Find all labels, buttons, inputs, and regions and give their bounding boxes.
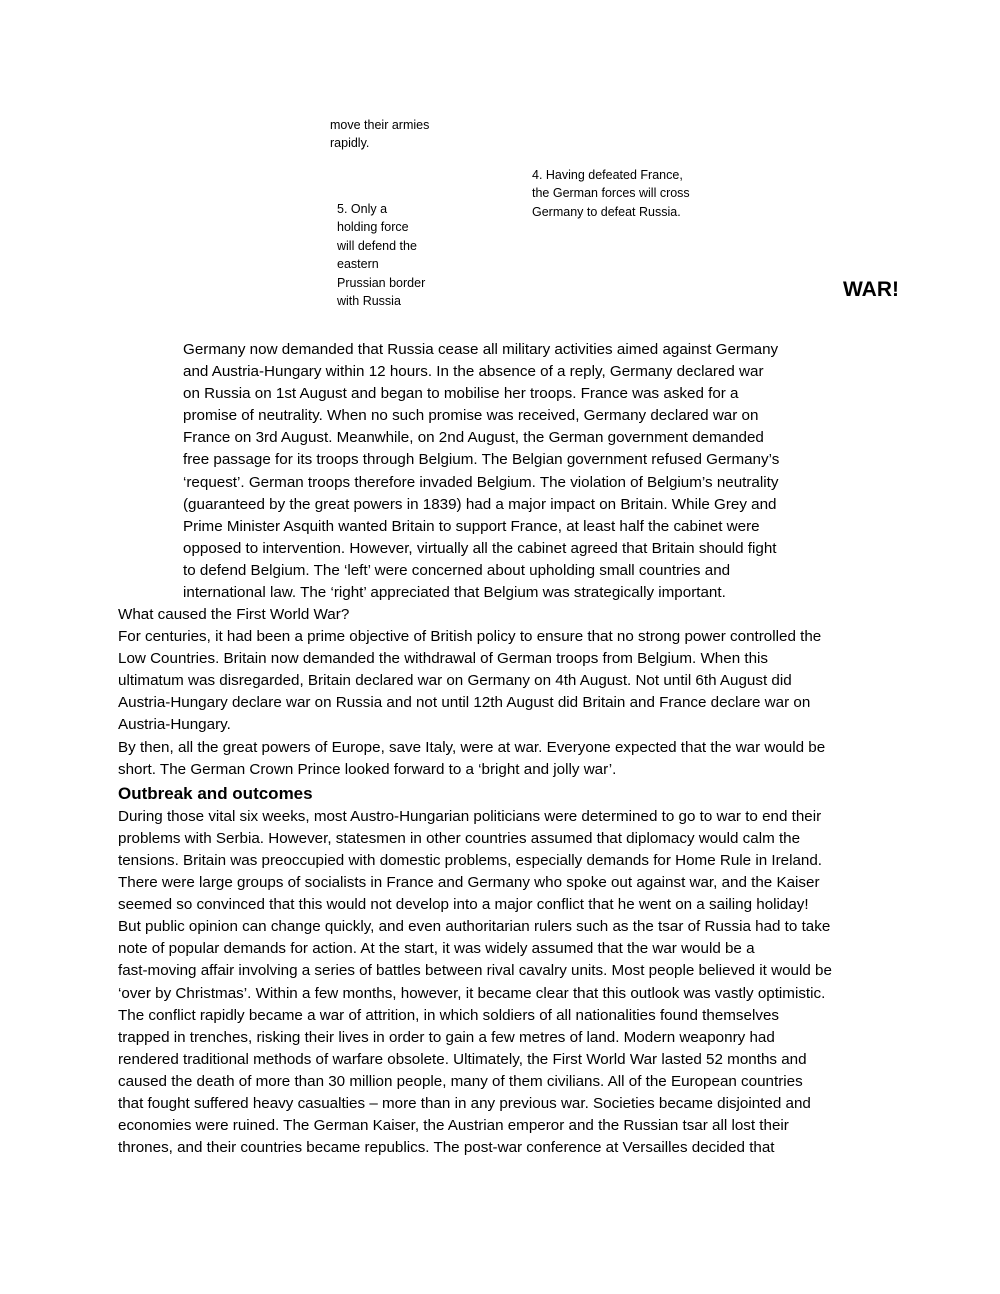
text-line: ‘request’. German troops therefore invaded Belgium. The violation of Belgium’s neutrality — [183, 473, 779, 491]
text-line: free passage for its troops through Belgium. The Belgian government refused Germany’s — [183, 451, 780, 469]
text-line: opposed to intervention. However, virtually all the cabinet agreed that Britain should fight — [183, 539, 777, 557]
text-line: Austria-Hungary. — [118, 716, 231, 734]
paragraph-low-countries — [118, 626, 898, 736]
text-line: problems with Serbia. However, statesmen in other countries assumed that diplomacy would calm the — [118, 829, 801, 847]
war-paragraph — [183, 339, 843, 604]
text-line: By then, all the great powers of Europe, save Italy, were at war. Everyone expected that the war would be — [118, 738, 826, 756]
text-line: fast-moving affair involving a series of battles between rival cavalry units. Most people believed it would be — [118, 962, 832, 980]
text-line: note of popular demands for action. At the start, it was widely assumed that the war would be a — [118, 940, 755, 958]
text-line: The conflict rapidly became a war of attrition, in which soldiers of all nationalities found themselves — [118, 1006, 779, 1024]
text-line: (guaranteed by the great powers in 1839) had a major impact on Britain. While Grey and — [183, 495, 777, 513]
paragraph-outbreak — [118, 806, 898, 1160]
text-line: Austria-Hungary declare war on Russia and not until 12th August did Britain and France declare war on — [118, 694, 811, 712]
text-line: tensions. Britain was preoccupied with domestic problems, especially demands for Home Rule in Ireland. — [118, 851, 823, 869]
paragraph-by-then — [118, 737, 898, 781]
text-line: For centuries, it had been a prime objective of British policy to ensure that no strong power controlled the — [118, 628, 822, 646]
text-line: to defend Belgium. The ‘left’ were concerned about upholding small countries and — [183, 561, 731, 579]
diagram-caption-step-5: 5. Only a holding force will defend the eastern Prussian border with Russia — [337, 202, 426, 309]
text-line: There were large groups of socialists in France and Germany who spoke out against war, and the Kaiser — [118, 874, 820, 892]
question-heading: What caused the First World War? — [118, 606, 350, 623]
text-line: rendered traditional methods of warfare obsolete. Ultimately, the First World War lasted 52 months and — [118, 1050, 807, 1068]
diagram-caption-step-4: 4. Having defeated France, the German forces will cross Germany to defeat Russia. — [532, 168, 690, 219]
text-line: seemed so convinced that this would not develop into a major conflict that he went on a sailing holiday! — [118, 896, 809, 914]
diagram-caption-armies: move their armies rapidly. — [330, 118, 430, 151]
text-line: ‘over by Christmas’. Within a few months, however, it became clear that this outlook was vastly optimistic. — [118, 984, 826, 1002]
text-line: During those vital six weeks, most Austro-Hungarian politicians were determined to go to war to end their — [118, 807, 822, 825]
text-line: international law. The ‘right’ appreciated that Belgium was strategically important. — [183, 584, 726, 602]
text-line: that fought suffered heavy casualties – more than in any previous war. Societies became disjointed and — [118, 1094, 811, 1112]
text-line: short. The German Crown Prince looked forward to a ‘bright and jolly war’. — [118, 760, 617, 778]
section-heading-outbreak: Outbreak and outcomes — [118, 783, 313, 803]
text-line: thrones, and their countries became republics. The post-war conference at Versailles decided that — [118, 1139, 775, 1157]
text-line: Germany now demanded that Russia cease all military activities aimed against Germany — [183, 341, 779, 358]
text-line: Prime Minister Asquith wanted Britain to support France, at least half the cabinet were — [183, 517, 760, 535]
text-line: trapped in trenches, risking their lives in order to gain a few metres of land. Modern weaponry had — [118, 1028, 775, 1046]
text-line: economies were ruined. The German Kaiser, the Austrian emperor and the Russian tsar all lost their — [118, 1117, 789, 1135]
text-line: Low Countries. Britain now demanded the withdrawal of German troops from Belgium. When this — [118, 650, 768, 668]
text-line: France on 3rd August. Meanwhile, on 2nd August, the German government demanded — [183, 429, 764, 447]
war-heading: WAR! — [843, 278, 899, 301]
text-line: and Austria-Hungary within 12 hours. In the absence of a reply, Germany declared war — [183, 363, 764, 381]
text-line: But public opinion can change quickly, and even authoritarian rulers such as the tsar of Russia had to take — [118, 918, 831, 936]
text-line: ultimatum was disregarded, Britain declared war on Germany on 4th August. Not until 6th August did — [118, 672, 792, 690]
text-line: caused the death of more than 30 million people, many of them civilians. All of the European countries — [118, 1072, 803, 1090]
text-line: on Russia on 1st August and began to mobilise her troops. France was asked for a — [183, 385, 739, 403]
main-text-block — [118, 604, 898, 1159]
text-line: promise of neutrality. When no such promise was received, Germany declared war on — [183, 407, 759, 425]
